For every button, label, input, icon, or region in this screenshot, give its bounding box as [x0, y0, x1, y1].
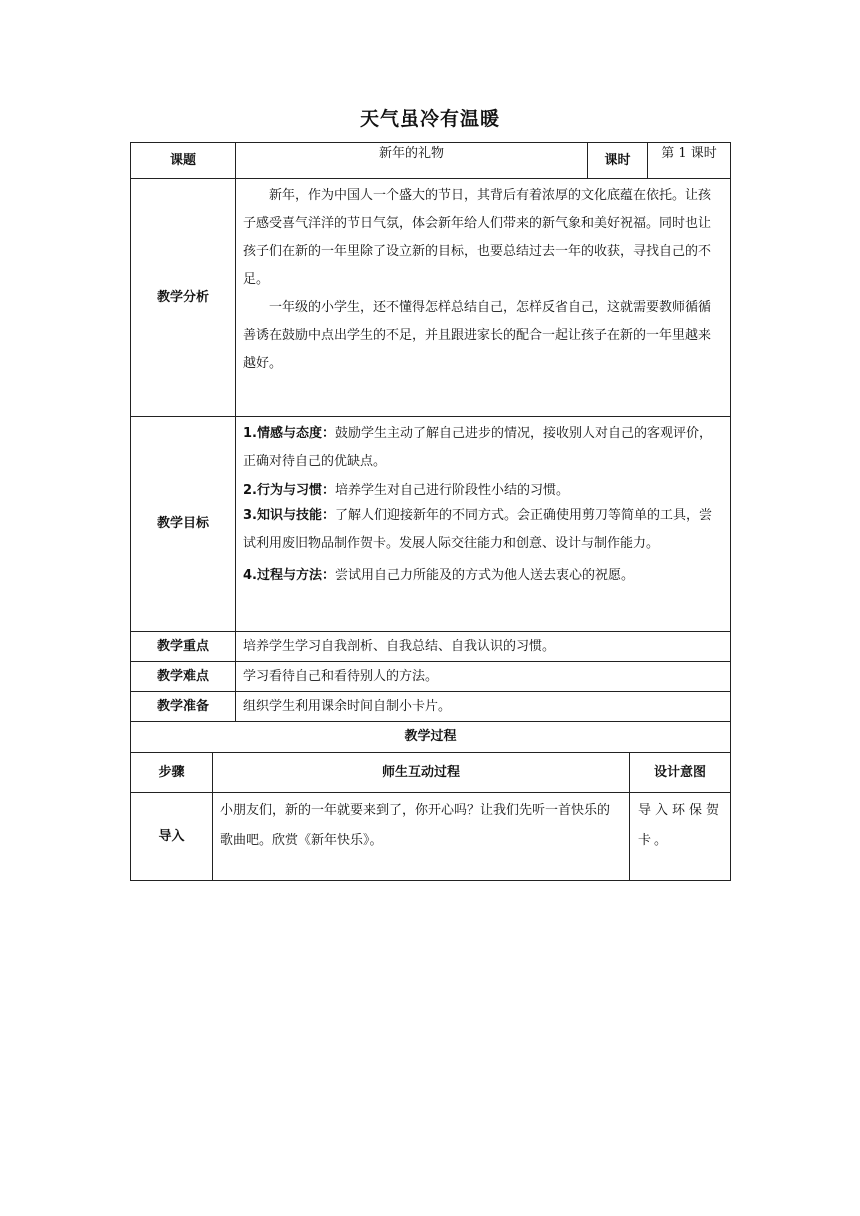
analysis-paragraph: 新年，作为中国人一个盛大的节日，其背后有着浓厚的文化底蕴在依托。让孩子感受喜气洋洋的节日气氛，体会新年给人们带来的新气象和美好祝福。同时也让孩子们在新的一年里除了设立新的目标，也要总结过去一年的收获，寻找自己的不足。	[243, 188, 712, 287]
goal-title: 4.过程与方法：	[243, 568, 335, 583]
period-label: 课时	[588, 143, 648, 179]
goal-item	[243, 562, 723, 590]
goal-text: 鼓励学生主动了解自己进步的情况，接收别人对自己的客观评价，正确对待自己的优缺点。	[243, 426, 712, 469]
goals-content	[236, 417, 731, 632]
col-intent-header: 设计意图	[630, 753, 731, 793]
topic-label: 课题	[131, 143, 236, 179]
analysis-label: 教学分析	[131, 179, 236, 417]
intent-cell: 导入环保贺卡。	[630, 793, 731, 881]
step-cell: 导入	[131, 793, 213, 881]
goal-item	[243, 420, 723, 476]
interaction-cell: 小朋友们，新的一年就要来到了，你开心吗？让我们先听一首快乐的歌曲吧。欣赏《新年快乐》。	[213, 793, 630, 881]
difficulty-value: 学习看待自己和看待别人的方法。	[236, 662, 731, 692]
goal-text: 了解人们迎接新年的不同方式。会正确使用剪刀等简单的工具，尝试利用废旧物品制作贺卡。发展人际交往能力和创意、设计与制作能力。	[243, 508, 712, 551]
preparation-label: 教学准备	[131, 692, 236, 722]
difficulty-label: 教学难点	[131, 662, 236, 692]
process-heading: 教学过程	[131, 722, 731, 753]
period-value: 第 1 课时	[648, 143, 731, 179]
process-table	[130, 721, 731, 881]
goal-text: 尝试用自己力所能及的方式为他人送去衷心的祝愿。	[334, 568, 634, 583]
lesson-plan-table	[130, 142, 731, 722]
analysis-content	[236, 179, 731, 417]
page-title: 天气虽冷有温暖	[359, 108, 500, 130]
goal-item	[243, 502, 723, 558]
goal-title: 3.知识与技能：	[243, 508, 335, 523]
preparation-value: 组织学生利用课余时间自制小卡片。	[236, 692, 731, 722]
key-point-value: 培养学生学习自我剖析、自我总结、自我认识的习惯。	[236, 632, 731, 662]
goal-title: 2.行为与习惯：	[243, 483, 335, 498]
col-step-header: 步骤	[131, 753, 213, 793]
analysis-paragraph: 一年级的小学生，还不懂得怎样总结自己，怎样反省自己，这就需要教师循循善诱在鼓励中点出学生的不足，并且跟进家长的配合一起让孩子在新的一年里越来越好。	[243, 300, 712, 371]
goal-item	[243, 480, 723, 502]
goals-label: 教学目标	[131, 417, 236, 632]
key-point-label: 教学重点	[131, 632, 236, 662]
goal-title: 1.情感与态度：	[243, 426, 335, 441]
topic-value: 新年的礼物	[236, 143, 588, 179]
col-interaction-header: 师生互动过程	[213, 753, 630, 793]
goal-text: 培养学生对自己进行阶段性小结的习惯。	[334, 483, 569, 498]
